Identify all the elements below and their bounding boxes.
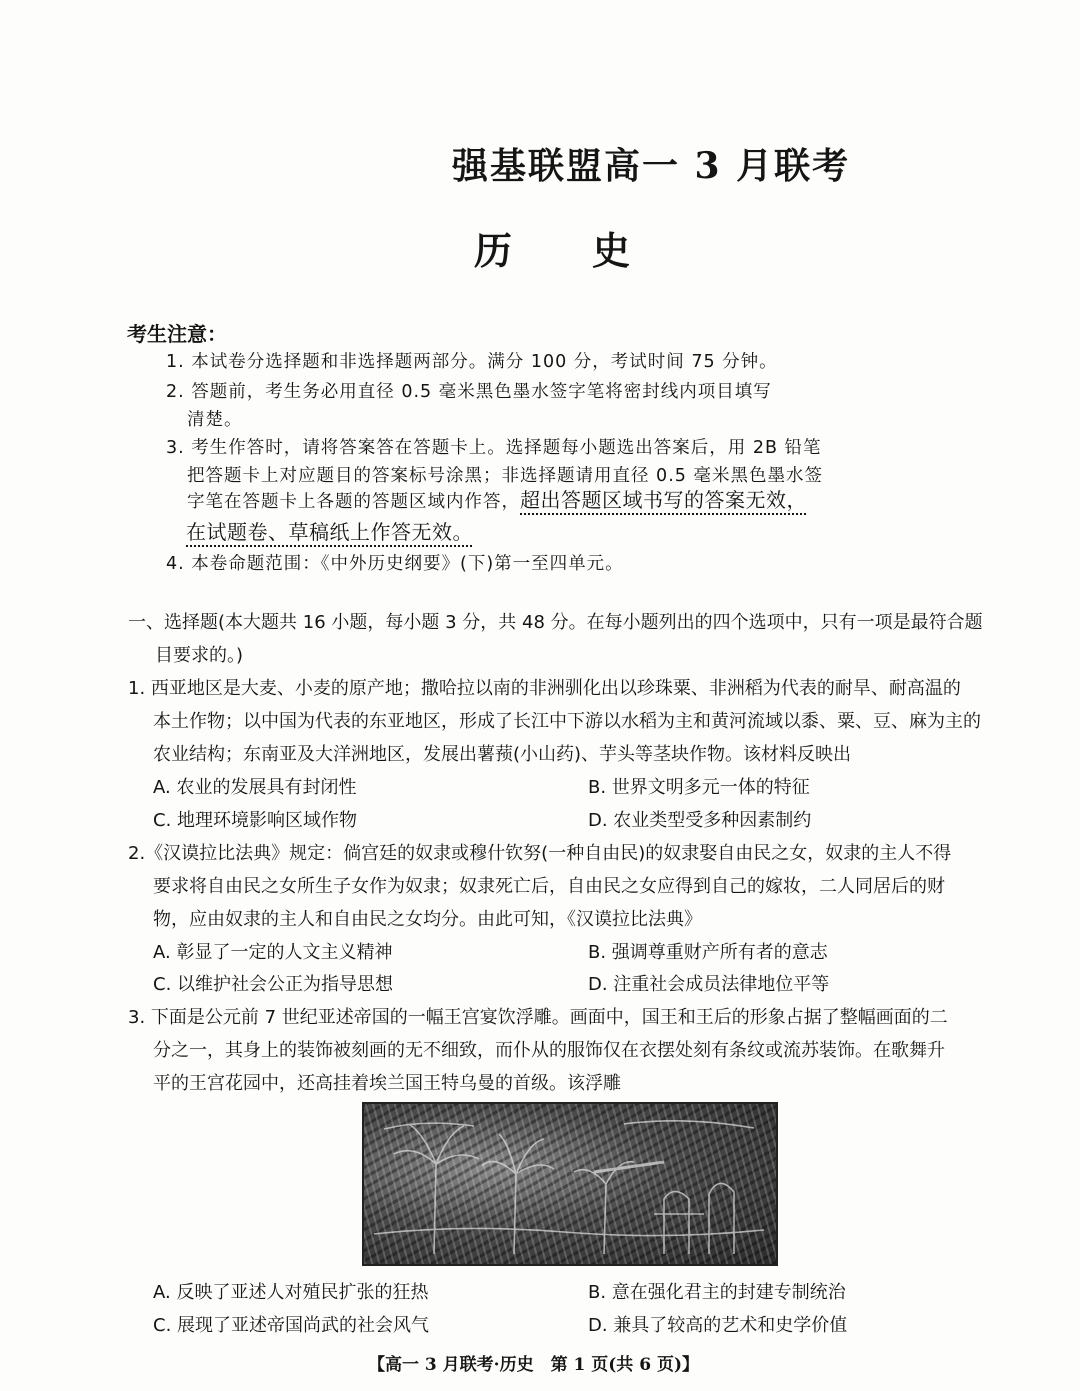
- q2-option-b: B. 强调尊重财产所有者的意志: [588, 942, 828, 963]
- notice-item-3-line-2: 把答题卡上对应题目的答案标号涂黑；非选择题请用直径 0.5 毫米黑色墨水签: [187, 466, 823, 486]
- notice-item-2-line-1: 2. 答题前，考生务必用直径 0.5 毫米黑色墨水签字笔将密封线内项目填写: [166, 382, 772, 402]
- q1-stem-line-2: 本土作物；以中国为代表的东亚地区，形成了长江中下游以水稻为主和黄河流域以黍、粟、豆、麻为主的: [153, 711, 981, 732]
- assyrian-relief-image: [362, 1102, 778, 1266]
- q3-stem-line-2: 分之一，其身上的装饰被刻画的无不细致，而仆从的服饰仅在衣摆处刻有条纹或流苏装饰。在歌舞升: [153, 1040, 945, 1061]
- subject-char-1: 历: [474, 228, 513, 273]
- notice-item-3-line-3-plain: 字笔在答题卡上各题的答题区域内作答，: [187, 492, 520, 512]
- q1-option-d: D. 农业类型受多种因素制约: [588, 810, 812, 831]
- q3-option-b: B. 意在强化君主的封建专制统治: [588, 1282, 846, 1303]
- q3-stem-line-1: 3. 下面是公元前 7 世纪亚述帝国的一幅王宫宴饮浮雕。画面中，国王和王后的形象占据了整幅画面的二: [128, 1007, 948, 1028]
- subject-title: [474, 220, 630, 275]
- exam-title: 强基联盟高一 3 月联考: [452, 145, 851, 187]
- section-instruction-line-1: 一、选择题(本大题共 16 小题，每小题 3 分，共 48 分。在每小题列出的四个选项中，只有一项是最符合题: [128, 612, 983, 633]
- notice-heading: 考生注意：: [127, 322, 227, 346]
- relief-carving-lines: [364, 1104, 776, 1264]
- q1-option-c: C. 地理环境影响区域作物: [153, 810, 358, 831]
- notice-item-1: 1. 本试卷分选择题和非选择题两部分。满分 100 分，考试时间 75 分钟。: [166, 352, 778, 372]
- notice-item-3-line-1: 3. 考生作答时，请将答案答在答题卡上。选择题每小题选出答案后，用 2B 铅笔: [166, 438, 822, 458]
- page-footer: 【高一 3 月联考·历史 第 1 页(共 6 页)】: [368, 1355, 700, 1375]
- q3-option-a: A. 反映了亚述人对殖民扩张的狂热: [153, 1282, 429, 1303]
- notice-item-4: 4. 本卷命题范围：《中外历史纲要》(下)第一至四单元。: [166, 554, 624, 574]
- q2-stem-line-2: 要求将自由民之女所生子女作为奴隶；奴隶死亡后，自由民之女应得到自己的嫁妆，二人同居后的财: [153, 876, 945, 897]
- q2-stem-line-3: 物，应由奴隶的主人和自由民之女均分。由此可知，《汉谟拉比法典》: [153, 909, 702, 930]
- q2-stem-line-1: 2.《汉谟拉比法典》规定：倘宫廷的奴隶或穆什钦努(一种自由民)的奴隶娶自由民之女，奴隶的主人不得: [128, 843, 952, 864]
- q2-option-a: A. 彰显了一定的人文主义精神: [153, 942, 393, 963]
- notice-emphasis-1: 超出答题区域书写的答案无效，: [520, 488, 807, 512]
- notice-item-3-line-3: [187, 484, 807, 513]
- q1-option-a: A. 农业的发展具有封闭性: [153, 777, 357, 798]
- q1-option-b: B. 世界文明多元一体的特征: [588, 777, 810, 798]
- q2-option-c: C. 以维护社会公正为指导思想: [153, 974, 394, 995]
- section-instruction-line-2: 目要求的。): [155, 645, 244, 666]
- q3-option-c: C. 展现了亚述帝国尚武的社会风气: [153, 1315, 430, 1336]
- notice-emphasis-2: 在试题卷、草稿纸上作答无效。: [186, 520, 473, 544]
- q3-option-d: D. 兼具了较高的艺术和史学价值: [588, 1315, 848, 1336]
- q2-option-d: D. 注重社会成员法律地位平等: [588, 974, 830, 995]
- subject-char-2: 史: [592, 228, 631, 273]
- notice-item-2-line-2: 清楚。: [187, 410, 243, 430]
- q1-stem-line-3: 农业结构；东南亚及大洋洲地区，发展出薯蓣(小山药)、芋头等茎块作物。该材料反映出: [153, 744, 852, 765]
- q1-stem-line-1: 1. 西亚地区是大麦、小麦的原产地；撒哈拉以南的非洲驯化出以珍珠粟、非洲稻为代表的耐旱、耐高温的: [128, 678, 961, 699]
- q3-stem-line-3: 平的王宫花园中，还高挂着埃兰国王特乌曼的首级。该浮雕: [153, 1073, 621, 1094]
